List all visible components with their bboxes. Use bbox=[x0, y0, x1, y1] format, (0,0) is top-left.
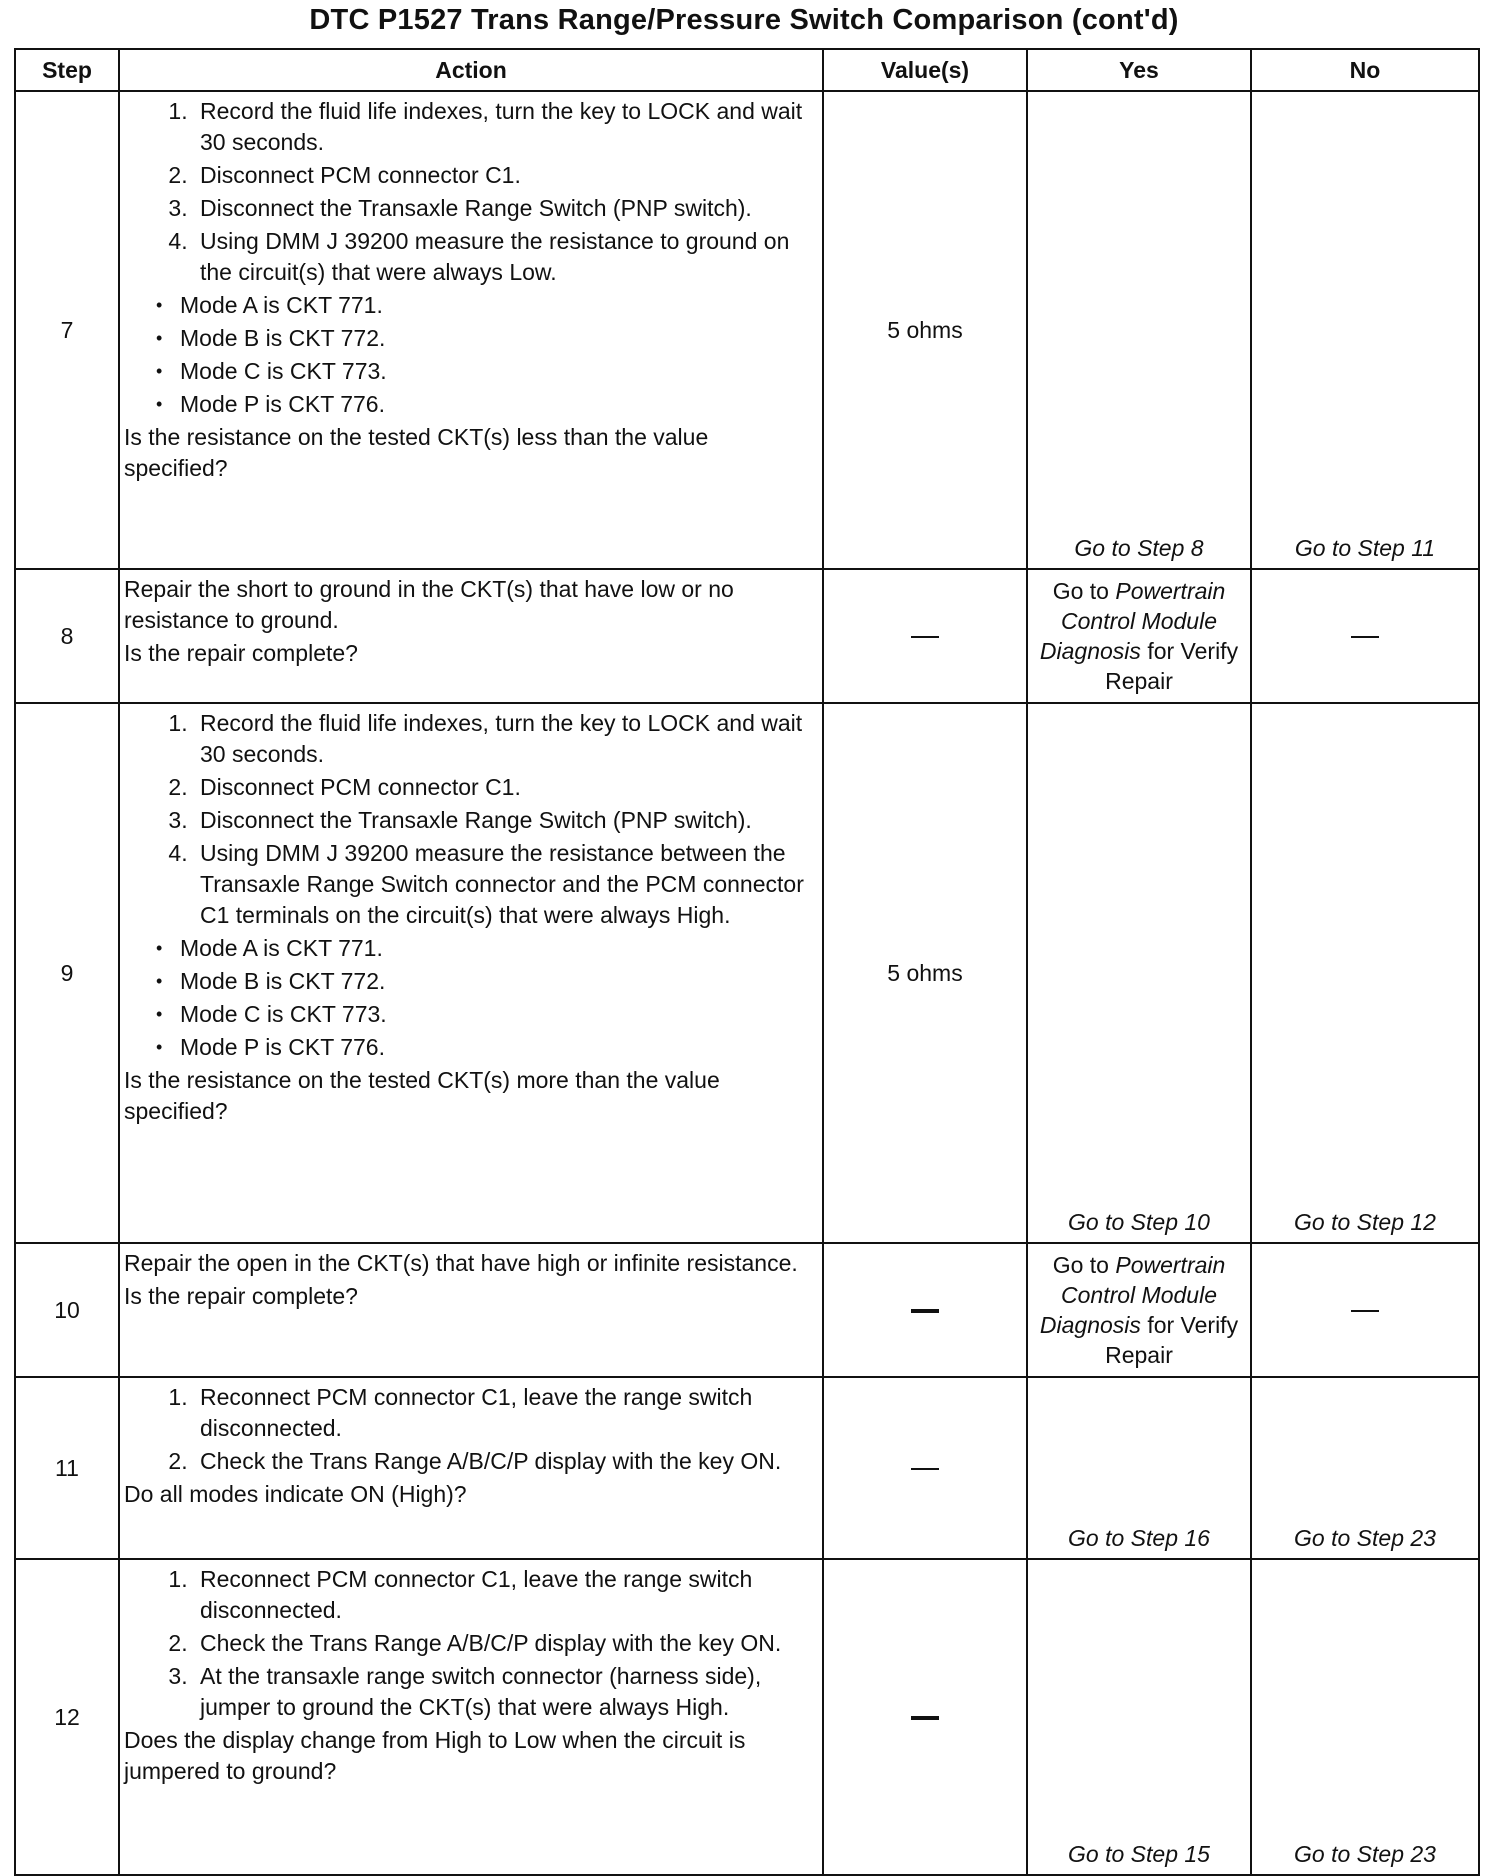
mode-item: • Mode A is CKT 771. bbox=[180, 290, 818, 321]
header-no: No bbox=[1251, 49, 1479, 91]
yes-cell bbox=[1027, 1243, 1251, 1377]
value-cell: 5 ohms bbox=[823, 91, 1027, 569]
diagnostic-table bbox=[14, 48, 1480, 1876]
diagnosis-link[interactable]: Powertrain Control Module Diagnosis bbox=[1039, 1252, 1226, 1338]
action-cell bbox=[119, 703, 823, 1243]
action-step: 1. Reconnect PCM connector C1, leave the range switch disconnected. bbox=[194, 1382, 818, 1444]
mode-item: • Mode C is CKT 773. bbox=[180, 356, 818, 387]
value-cell bbox=[823, 1559, 1027, 1875]
mode-item: • Mode P is CKT 776. bbox=[180, 389, 818, 420]
step-number: 11 bbox=[15, 1377, 119, 1559]
empty-dash bbox=[911, 1468, 939, 1470]
table-row bbox=[15, 569, 1479, 703]
value-cell: 5 ohms bbox=[823, 703, 1027, 1243]
action-steps bbox=[124, 96, 818, 288]
action-step: 3. Disconnect the Transaxle Range Switch (PNP switch). bbox=[194, 193, 818, 224]
action-steps bbox=[124, 1382, 818, 1477]
mode-list bbox=[124, 290, 818, 420]
no-cell: Go to Step 23 bbox=[1251, 1377, 1479, 1559]
action-steps bbox=[124, 1564, 818, 1723]
action-step: 4. Using DMM J 39200 measure the resistance to ground on the circuit(s) that were always Low. bbox=[194, 226, 818, 288]
header-step: Step bbox=[15, 49, 119, 91]
table-row bbox=[15, 703, 1479, 1243]
step-number: 7 bbox=[15, 91, 119, 569]
mode-item: • Mode B is CKT 772. bbox=[180, 966, 818, 997]
step-number: 8 bbox=[15, 569, 119, 703]
mode-item: • Mode A is CKT 771. bbox=[180, 933, 818, 964]
action-cell bbox=[119, 1243, 823, 1377]
yes-cell bbox=[1027, 569, 1251, 703]
action-step: 1. Record the fluid life indexes, turn the key to LOCK and wait 30 seconds. bbox=[194, 96, 818, 158]
empty-dash bbox=[911, 636, 939, 638]
mode-item: • Mode B is CKT 772. bbox=[180, 323, 818, 354]
yes-cell: Go to Step 8 bbox=[1027, 91, 1251, 569]
action-cell bbox=[119, 91, 823, 569]
action-text: Repair the open in the CKT(s) that have high or infinite resistance. bbox=[124, 1250, 798, 1276]
table-row bbox=[15, 91, 1479, 569]
action-step: 2. Disconnect PCM connector C1. bbox=[194, 160, 818, 191]
value-cell bbox=[823, 1377, 1027, 1559]
action-cell bbox=[119, 1559, 823, 1875]
action-step: 2. Check the Trans Range A/B/C/P display with the key ON. bbox=[194, 1446, 818, 1477]
header-action: Action bbox=[119, 49, 823, 91]
mode-list bbox=[124, 933, 818, 1063]
action-text: Repair the short to ground in the CKT(s) that have low or no resistance to ground. bbox=[124, 576, 734, 633]
no-cell: Go to Step 12 bbox=[1251, 703, 1479, 1243]
empty-dash bbox=[1351, 1310, 1379, 1312]
action-cell bbox=[119, 1377, 823, 1559]
action-step: 3. Disconnect the Transaxle Range Switch (PNP switch). bbox=[194, 805, 818, 836]
empty-dash bbox=[1351, 636, 1379, 638]
action-question: Is the repair complete? bbox=[124, 1283, 358, 1309]
yes-cell: Go to Step 15 bbox=[1027, 1559, 1251, 1875]
no-cell bbox=[1251, 1243, 1479, 1377]
action-step: 2. Disconnect PCM connector C1. bbox=[194, 772, 818, 803]
action-step: 2. Check the Trans Range A/B/C/P display with the key ON. bbox=[194, 1628, 818, 1659]
mode-item: • Mode C is CKT 773. bbox=[180, 999, 818, 1030]
no-cell: Go to Step 11 bbox=[1251, 91, 1479, 569]
yes-cell: Go to Step 10 bbox=[1027, 703, 1251, 1243]
action-question: Is the resistance on the tested CKT(s) more than the value specified? bbox=[124, 1067, 720, 1124]
table-row bbox=[15, 1243, 1479, 1377]
mode-item: • Mode P is CKT 776. bbox=[180, 1032, 818, 1063]
action-question: Do all modes indicate ON (High)? bbox=[124, 1481, 467, 1507]
yes-suffix: for Verify Repair bbox=[1105, 1312, 1239, 1368]
value-cell bbox=[823, 1243, 1027, 1377]
yes-cell: Go to Step 16 bbox=[1027, 1377, 1251, 1559]
action-step: 1. Reconnect PCM connector C1, leave the range switch disconnected. bbox=[194, 1564, 818, 1626]
value-cell bbox=[823, 569, 1027, 703]
no-cell: Go to Step 23 bbox=[1251, 1559, 1479, 1875]
action-step: 1. Record the fluid life indexes, turn the key to LOCK and wait 30 seconds. bbox=[194, 708, 818, 770]
table-row bbox=[15, 1377, 1479, 1559]
header-yes: Yes bbox=[1027, 49, 1251, 91]
header-row bbox=[15, 49, 1479, 91]
action-question: Does the display change from High to Low when the circuit is jumpered to ground? bbox=[124, 1727, 746, 1784]
page-title: DTC P1527 Trans Range/Pressure Switch Comparison (cont'd) bbox=[309, 4, 1179, 36]
no-cell bbox=[1251, 569, 1479, 703]
header-values: Value(s) bbox=[823, 49, 1027, 91]
step-number: 10 bbox=[15, 1243, 119, 1377]
step-number: 9 bbox=[15, 703, 119, 1243]
step-number: 12 bbox=[15, 1559, 119, 1875]
action-steps bbox=[124, 708, 818, 931]
diagnosis-link[interactable]: Powertrain Control Module Diagnosis bbox=[1039, 578, 1226, 664]
table-row bbox=[15, 1559, 1479, 1875]
yes-suffix: for Verify Repair bbox=[1105, 638, 1239, 694]
empty-dash bbox=[911, 1309, 939, 1313]
action-question: Is the repair complete? bbox=[124, 640, 358, 666]
action-question: Is the resistance on the tested CKT(s) less than the value specified? bbox=[124, 424, 709, 481]
empty-dash bbox=[911, 1716, 939, 1720]
action-step: 4. Using DMM J 39200 measure the resistance between the Transaxle Range Switch connector and the PCM connector C1 terminals on the circuit(s) that were always High. bbox=[194, 838, 818, 931]
action-step: 3. At the transaxle range switch connector (harness side), jumper to ground the CKT(s) that were always High. bbox=[194, 1661, 818, 1723]
yes-prefix: Go to bbox=[1052, 578, 1109, 604]
yes-prefix: Go to bbox=[1052, 1252, 1109, 1278]
action-cell bbox=[119, 569, 823, 703]
